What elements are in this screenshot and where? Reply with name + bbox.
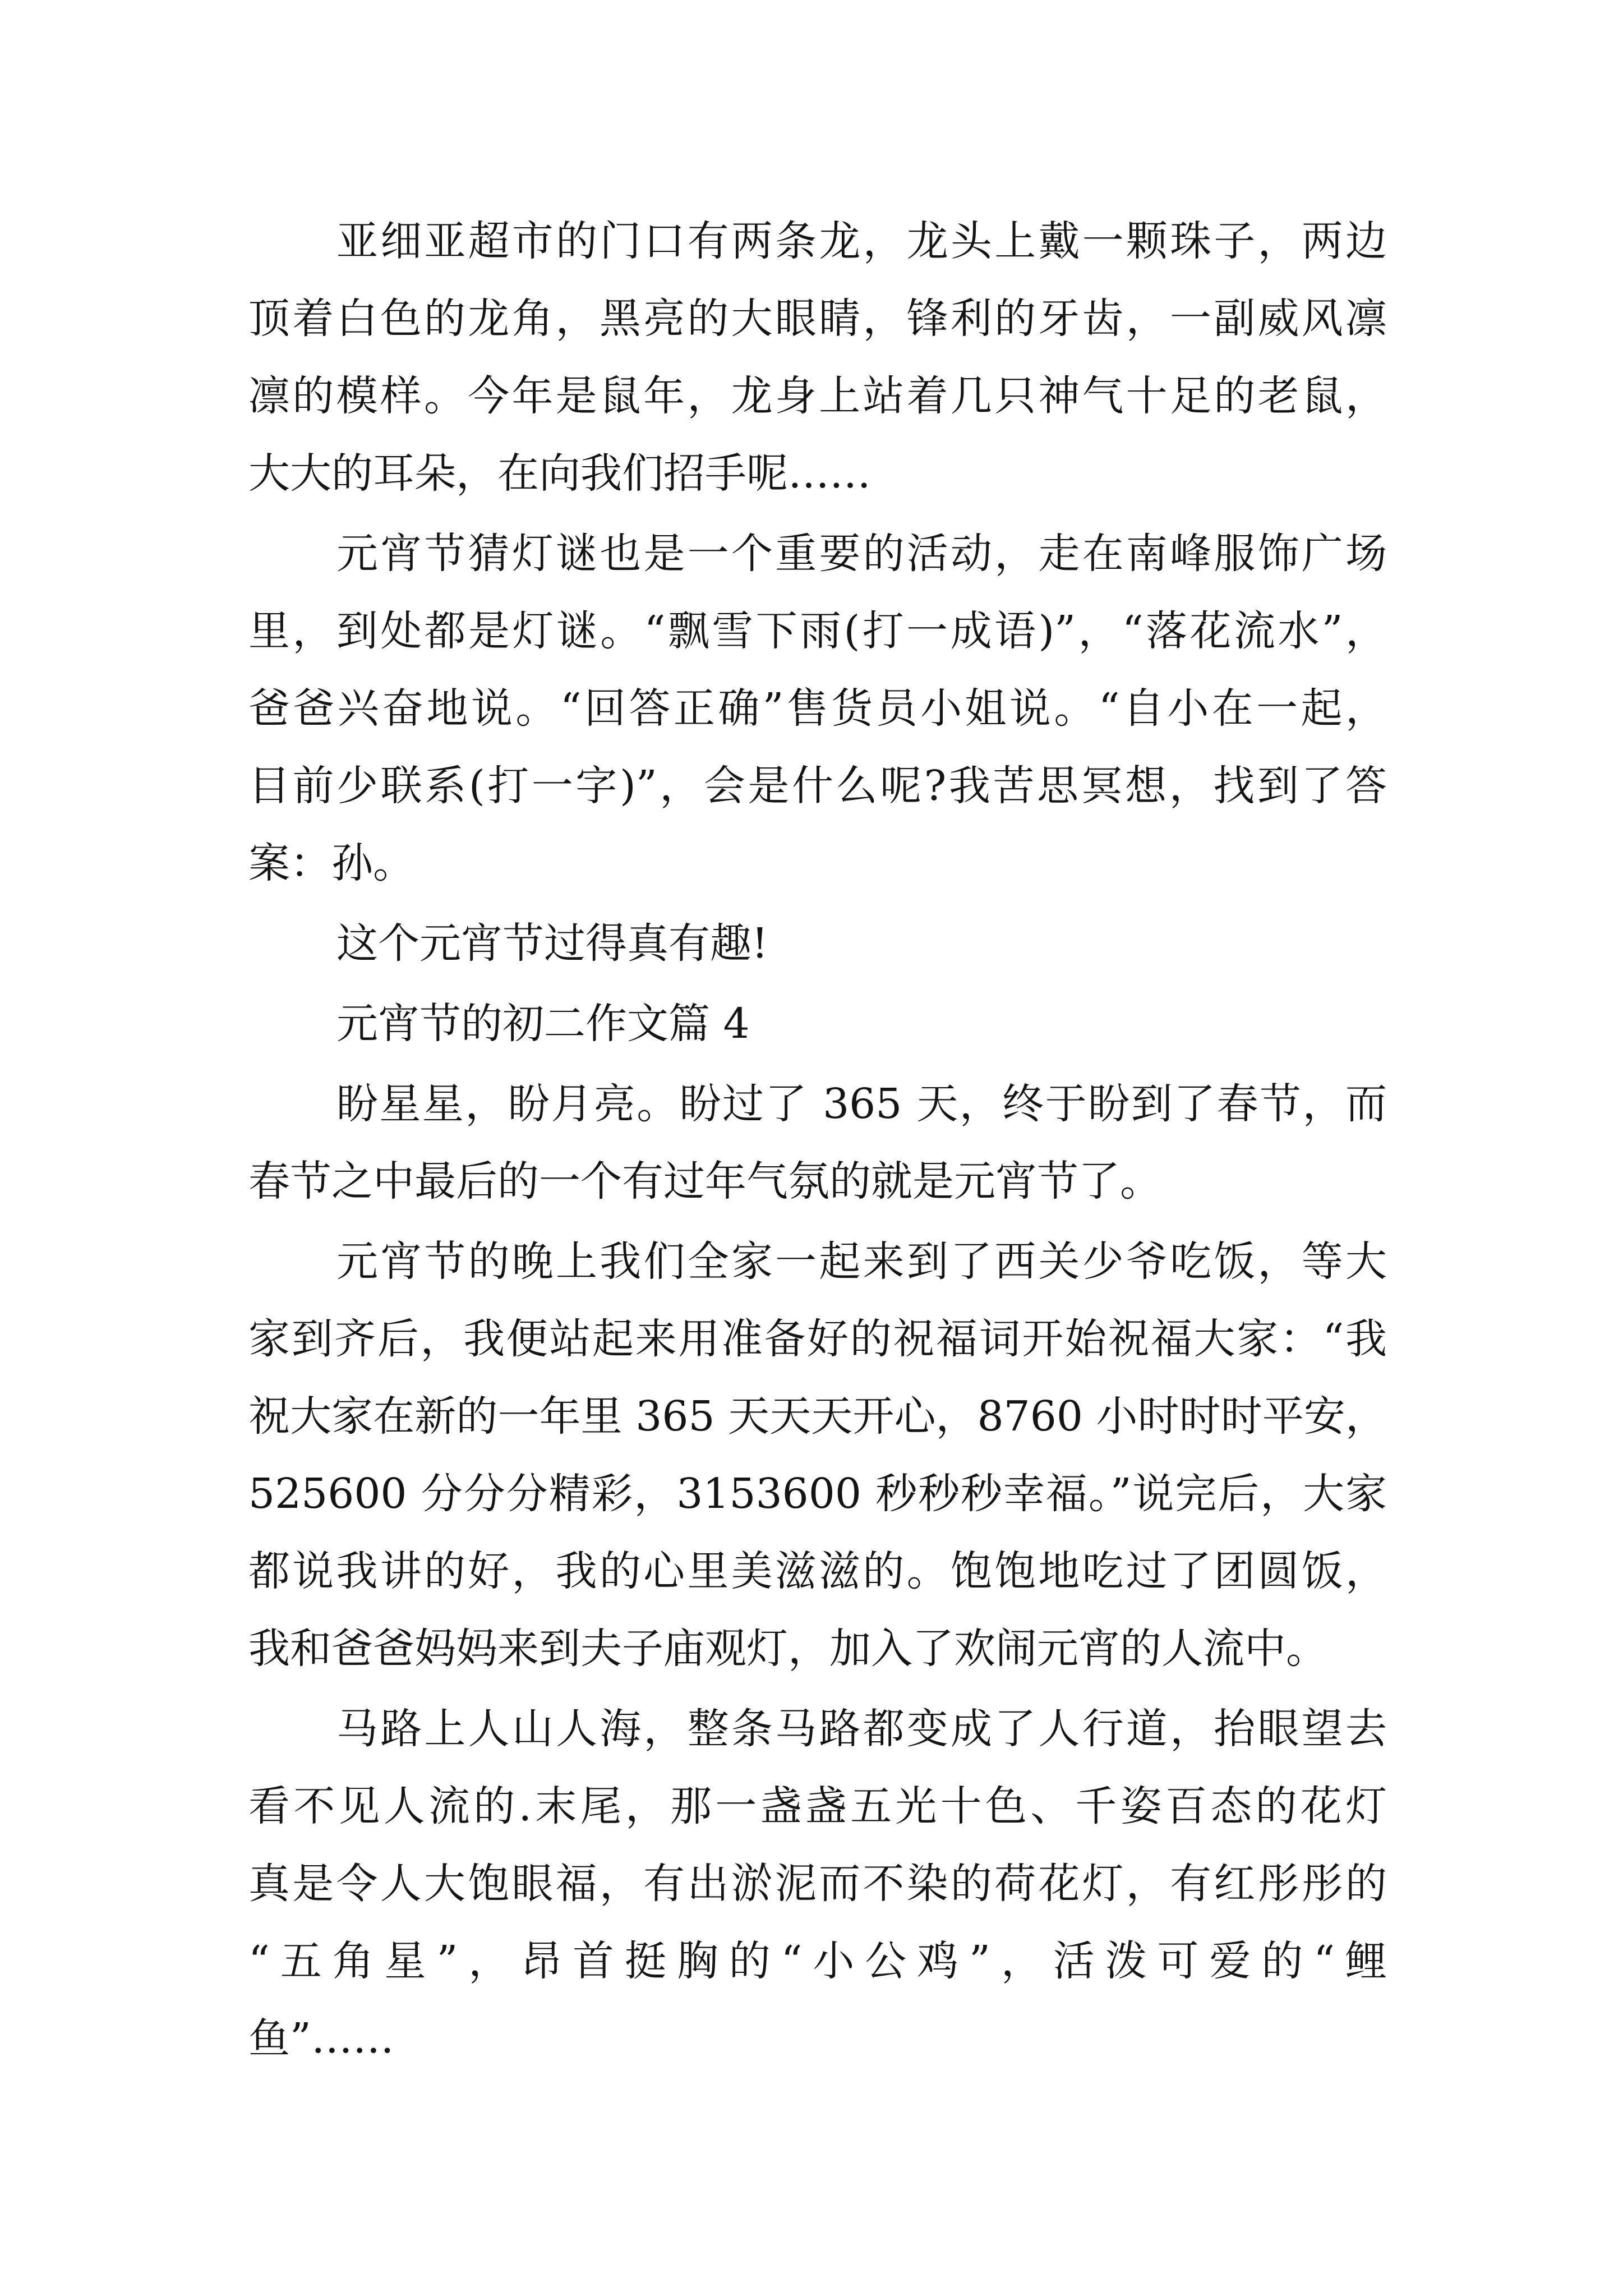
- text-line: 马路上人山人海，整条马路都变成了人行道，抬眼望去: [336, 1705, 1387, 1753]
- text-line: 525600 分分分精彩，3153600 秒秒秒幸福。”说完后，大家: [248, 1470, 1387, 1518]
- text-line: 鱼”……: [248, 2014, 394, 2063]
- text-line: 看不见人流的.末尾，那一盏盏五光十色、千姿百态的花灯: [248, 1782, 1387, 1830]
- text-line: 家到齐后，我便站起来用准备好的祝福词开始祝福大家：“我: [248, 1315, 1387, 1363]
- text-line: 真是令人大饱眼福，有出淤泥而不染的荷花灯，有红彤彤的: [248, 1860, 1387, 1908]
- paragraph-closing-remark: [248, 905, 1387, 982]
- text-line: 这个元宵节过得真有趣!: [336, 919, 768, 968]
- text-line: 元宵节猜灯谜也是一个重要的活动，走在南峰服饰广场: [336, 530, 1387, 578]
- paragraph-lantern-riddles: [248, 515, 1387, 902]
- text-line: 里，到处都是灯谜。“飘雪下雨(打一成语)”，“落花流水”，: [248, 607, 1387, 655]
- text-line: 亚细亚超市的门口有两条龙，龙头上戴一颗珠子，两边: [336, 217, 1387, 265]
- text-line: 爸爸兴奋地说。“回答正确”售货员小姐说。“自小在一起，: [248, 684, 1387, 733]
- text-line: 我和爸爸妈妈来到夫子庙观灯，加入了欢闹元宵的人流中。: [248, 1625, 1327, 1673]
- text-line: 凛的模样。今年是鼠年，龙身上站着几只神气十足的老鼠，: [248, 372, 1387, 420]
- text-line: 都说我讲的好，我的心里美滋滋的。饱饱地吃过了团圆饭，: [248, 1547, 1387, 1595]
- text-line: 大大的耳朵，在向我们招手呢……: [248, 449, 871, 498]
- paragraph-family-dinner: [248, 1223, 1387, 1687]
- document-body: [248, 203, 1387, 2080]
- text-line: 春节之中最后的一个有过年气氛的就是元宵节了。: [248, 1157, 1161, 1205]
- paragraph-waiting-for-festival: [248, 1065, 1387, 1220]
- section-heading-text: 元宵节的初二作文篇 4: [336, 1000, 750, 1048]
- text-line: 案：孙。: [248, 839, 414, 887]
- text-line: “五角星”，昂首挺胸的“小公鸡”，活泼可爱的“鲤: [248, 1937, 1387, 1985]
- paragraph-lantern-street: [248, 1690, 1387, 2077]
- text-line: 盼星星，盼月亮。盼过了 365 天，终于盼到了春节，而: [336, 1080, 1387, 1128]
- section-heading: [248, 985, 1387, 1062]
- text-line: 目前少联系(打一字)”，会是什么呢?我苦思冥想，找到了答: [248, 762, 1387, 810]
- text-line: 顶着白色的龙角，黑亮的大眼睛，锋利的牙齿，一副威风凛: [248, 295, 1387, 343]
- text-line: 元宵节的晚上我们全家一起来到了西关少爷吃饭，等大: [336, 1237, 1387, 1286]
- text-line: 祝大家在新的一年里 365 天天天开心，8760 小时时时平安，: [248, 1392, 1387, 1441]
- paragraph-dragon-decoration: [248, 203, 1387, 512]
